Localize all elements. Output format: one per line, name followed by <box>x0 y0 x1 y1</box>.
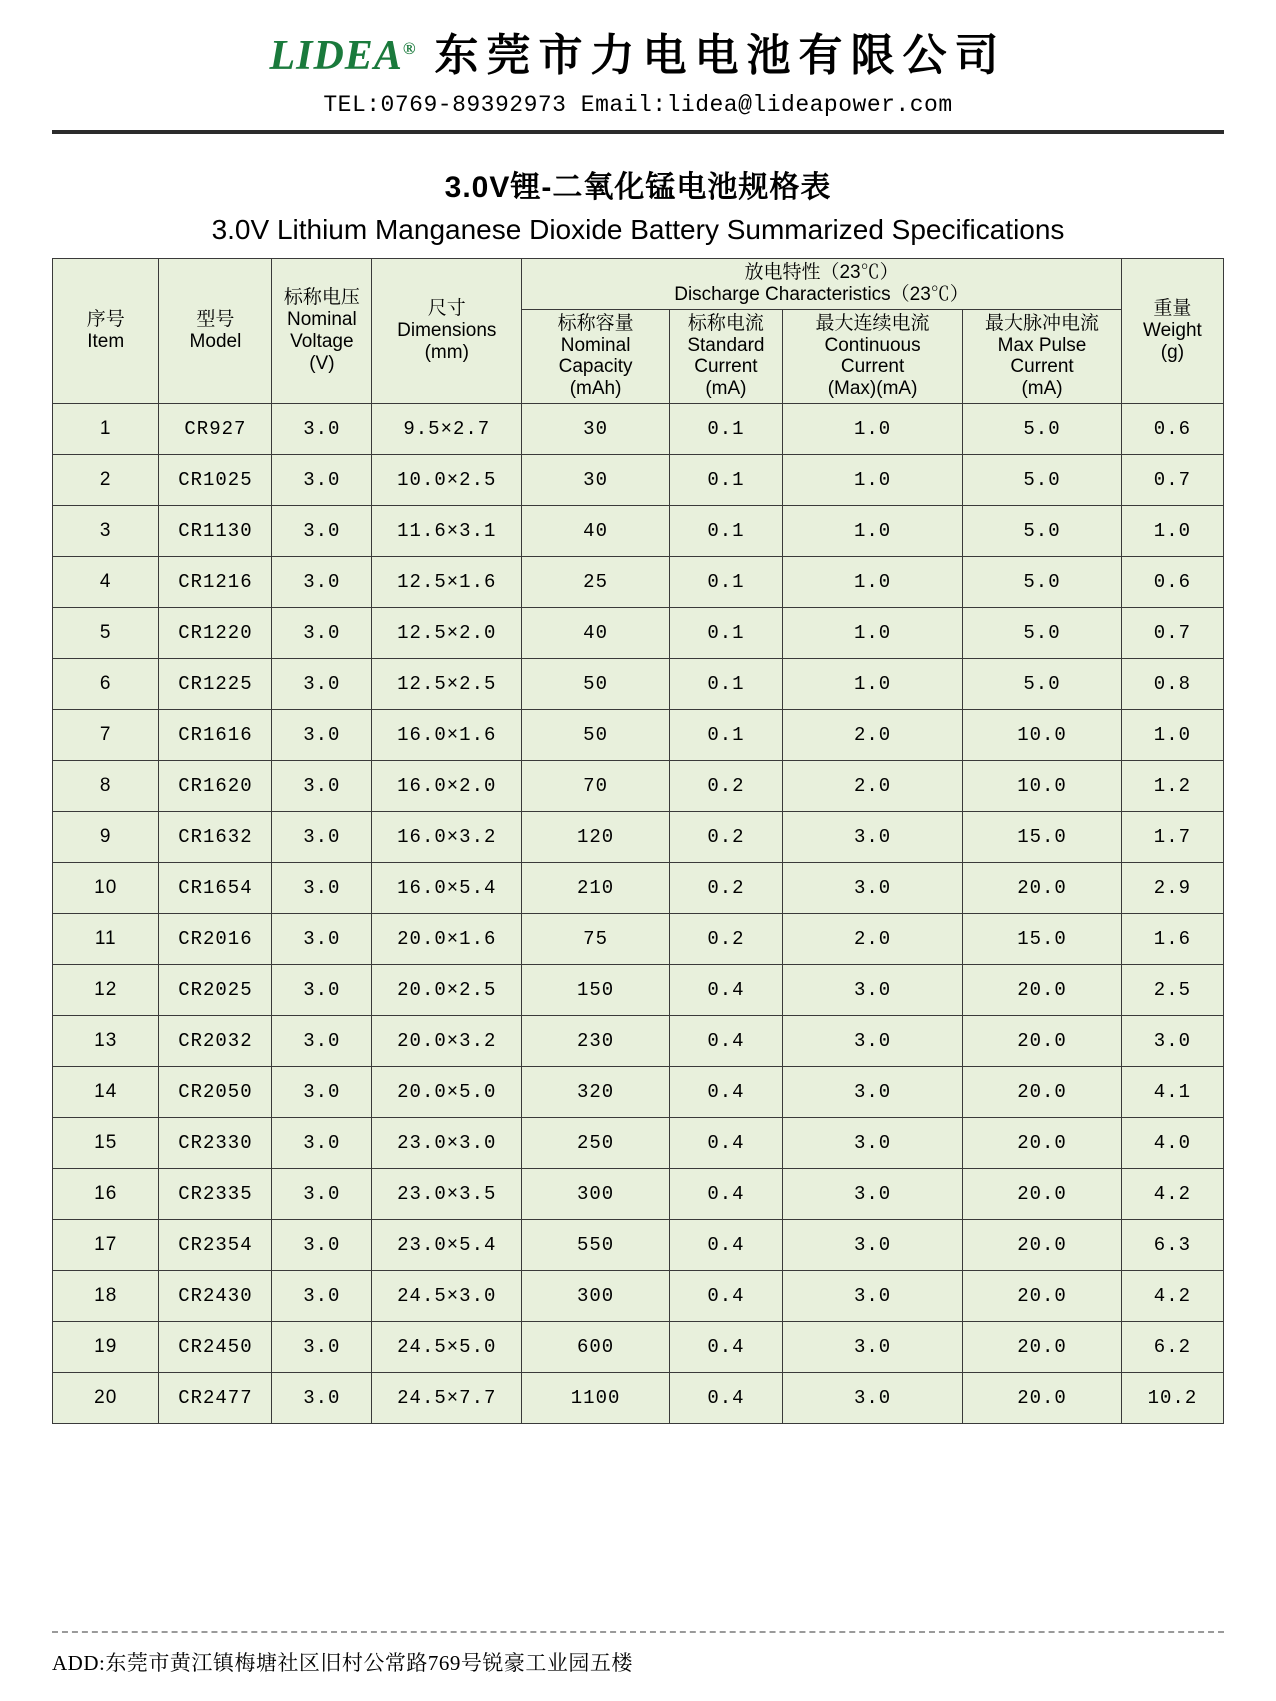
header-continuous-en1: Continuous <box>824 334 921 356</box>
cell-item: 9 <box>53 812 159 863</box>
cell-dimensions: 23.0×5.4 <box>372 1220 522 1271</box>
table-row <box>53 608 1224 659</box>
cell-nominal-capacity: 600 <box>522 1322 670 1373</box>
cell-continuous-current: 1.0 <box>782 659 962 710</box>
header-discharge-cn: 放电特性（23℃） <box>744 262 899 283</box>
cell-nominal-voltage: 3.0 <box>272 863 372 914</box>
table-row <box>53 914 1224 965</box>
header-voltage-unit: (V) <box>309 352 335 374</box>
cell-nominal-voltage: 3.0 <box>272 1016 372 1067</box>
cell-item: 10 <box>53 863 159 914</box>
header-pulse-en1: Max Pulse <box>997 334 1087 356</box>
cell-nominal-voltage: 3.0 <box>272 404 372 455</box>
cell-dimensions: 12.5×1.6 <box>372 557 522 608</box>
cell-item: 18 <box>53 1271 159 1322</box>
table-row <box>53 1373 1224 1424</box>
registered-trademark-icon: ® <box>402 39 417 58</box>
cell-nominal-capacity: 1100 <box>522 1373 670 1424</box>
cell-nominal-capacity: 30 <box>522 455 670 506</box>
document-header <box>52 0 1224 134</box>
cell-model: CR1225 <box>159 659 272 710</box>
cell-dimensions: 24.5×5.0 <box>372 1322 522 1373</box>
cell-model: CR2025 <box>159 965 272 1016</box>
cell-weight: 1.7 <box>1121 812 1223 863</box>
cell-standard-current: 0.2 <box>669 914 782 965</box>
cell-continuous-current: 2.0 <box>782 710 962 761</box>
table-row <box>53 557 1224 608</box>
cell-nominal-capacity: 300 <box>522 1271 670 1322</box>
header-continuous-current <box>782 309 962 403</box>
cell-model: CR2354 <box>159 1220 272 1271</box>
cell-continuous-current: 3.0 <box>782 1067 962 1118</box>
cell-item: 14 <box>53 1067 159 1118</box>
cell-nominal-capacity: 300 <box>522 1169 670 1220</box>
cell-weight: 2.5 <box>1121 965 1223 1016</box>
cell-standard-current: 0.4 <box>669 1016 782 1067</box>
cell-dimensions: 20.0×2.5 <box>372 965 522 1016</box>
cell-standard-current: 0.1 <box>669 506 782 557</box>
cell-max-pulse-current: 10.0 <box>963 761 1122 812</box>
cell-standard-current: 0.1 <box>669 659 782 710</box>
footer-divider <box>52 1631 1224 1633</box>
cell-nominal-capacity: 40 <box>522 506 670 557</box>
cell-nominal-voltage: 3.0 <box>272 1169 372 1220</box>
header-item-cn: 序号 <box>86 309 125 331</box>
cell-item: 11 <box>53 914 159 965</box>
cell-item: 20 <box>53 1373 159 1424</box>
cell-nominal-capacity: 550 <box>522 1220 670 1271</box>
cell-nominal-capacity: 40 <box>522 608 670 659</box>
cell-max-pulse-current: 5.0 <box>963 506 1122 557</box>
cell-standard-current: 0.4 <box>669 965 782 1016</box>
cell-weight: 0.7 <box>1121 608 1223 659</box>
header-item <box>53 259 159 404</box>
cell-dimensions: 24.5×7.7 <box>372 1373 522 1424</box>
cell-model: CR1654 <box>159 863 272 914</box>
page-title-en: 3.0V Lithium Manganese Dioxide Battery Summarized Specifications <box>211 214 1065 245</box>
document-footer <box>52 1631 1224 1677</box>
cell-continuous-current: 3.0 <box>782 1220 962 1271</box>
cell-weight: 10.2 <box>1121 1373 1223 1424</box>
cell-max-pulse-current: 15.0 <box>963 914 1122 965</box>
footer-address: ADD:东莞市黄江镇梅塘社区旧村公常路769号锐豪工业园五楼 <box>52 1651 633 1675</box>
cell-nominal-capacity: 75 <box>522 914 670 965</box>
cell-continuous-current: 3.0 <box>782 1373 962 1424</box>
cell-continuous-current: 3.0 <box>782 1271 962 1322</box>
header-standard-cn: 标称电流 <box>687 312 764 334</box>
header-weight <box>1121 259 1223 404</box>
cell-max-pulse-current: 20.0 <box>963 863 1122 914</box>
cell-dimensions: 16.0×5.4 <box>372 863 522 914</box>
cell-nominal-capacity: 150 <box>522 965 670 1016</box>
cell-dimensions: 20.0×3.2 <box>372 1016 522 1067</box>
header-model <box>159 259 272 404</box>
cell-model: CR1632 <box>159 812 272 863</box>
cell-continuous-current: 1.0 <box>782 404 962 455</box>
header-dimensions <box>372 259 522 404</box>
cell-weight: 2.9 <box>1121 863 1223 914</box>
cell-standard-current: 0.4 <box>669 1169 782 1220</box>
table-row <box>53 761 1224 812</box>
cell-nominal-voltage: 3.0 <box>272 506 372 557</box>
header-standard-en1: Standard <box>687 334 765 356</box>
specifications-table <box>52 258 1224 1424</box>
cell-weight: 0.7 <box>1121 455 1223 506</box>
cell-continuous-current: 2.0 <box>782 761 962 812</box>
table-row <box>53 506 1224 557</box>
table-row <box>53 863 1224 914</box>
header-voltage-en2: Voltage <box>290 331 354 353</box>
cell-nominal-capacity: 210 <box>522 863 670 914</box>
header-discharge-group <box>522 259 1122 310</box>
cell-model: CR927 <box>159 404 272 455</box>
cell-continuous-current: 3.0 <box>782 812 962 863</box>
cell-max-pulse-current: 10.0 <box>963 710 1122 761</box>
cell-standard-current: 0.1 <box>669 710 782 761</box>
cell-standard-current: 0.1 <box>669 557 782 608</box>
cell-dimensions: 12.5×2.0 <box>372 608 522 659</box>
cell-continuous-current: 3.0 <box>782 1169 962 1220</box>
company-name: 东莞市力电电池有限公司 <box>434 31 1007 80</box>
header-pulse-en2: Current <box>1010 356 1074 378</box>
table-row <box>53 1118 1224 1169</box>
cell-model: CR2032 <box>159 1016 272 1067</box>
header-voltage-en1: Nominal <box>287 309 357 331</box>
header-capacity-cn: 标称容量 <box>557 312 634 334</box>
table-row <box>53 659 1224 710</box>
table-row <box>53 455 1224 506</box>
cell-item: 12 <box>53 965 159 1016</box>
header-dimensions-unit: (mm) <box>424 341 469 363</box>
cell-continuous-current: 3.0 <box>782 965 962 1016</box>
cell-max-pulse-current: 20.0 <box>963 1118 1122 1169</box>
cell-max-pulse-current: 5.0 <box>963 608 1122 659</box>
cell-max-pulse-current: 20.0 <box>963 965 1122 1016</box>
cell-standard-current: 0.1 <box>669 455 782 506</box>
cell-dimensions: 11.6×3.1 <box>372 506 522 557</box>
cell-nominal-voltage: 3.0 <box>272 1118 372 1169</box>
cell-dimensions: 20.0×1.6 <box>372 914 522 965</box>
cell-nominal-voltage: 3.0 <box>272 1067 372 1118</box>
header-weight-en: Weight <box>1143 320 1202 342</box>
cell-continuous-current: 1.0 <box>782 608 962 659</box>
cell-model: CR2430 <box>159 1271 272 1322</box>
cell-item: 19 <box>53 1322 159 1373</box>
cell-item: 15 <box>53 1118 159 1169</box>
header-standard-unit: (mA) <box>705 378 747 400</box>
cell-standard-current: 0.1 <box>669 608 782 659</box>
cell-nominal-voltage: 3.0 <box>272 1322 372 1373</box>
cell-nominal-capacity: 320 <box>522 1067 670 1118</box>
header-discharge-en: Discharge Characteristics（23℃） <box>674 283 969 305</box>
cell-weight: 1.0 <box>1121 710 1223 761</box>
cell-continuous-current: 3.0 <box>782 1118 962 1169</box>
table-body <box>53 404 1224 1424</box>
header-continuous-unit: (Max)(mA) <box>827 378 918 400</box>
cell-weight: 4.0 <box>1121 1118 1223 1169</box>
cell-max-pulse-current: 20.0 <box>963 1169 1122 1220</box>
table-row <box>53 1322 1224 1373</box>
table-row <box>53 1016 1224 1067</box>
cell-dimensions: 16.0×3.2 <box>372 812 522 863</box>
cell-weight: 6.2 <box>1121 1322 1223 1373</box>
cell-nominal-voltage: 3.0 <box>272 1271 372 1322</box>
cell-dimensions: 10.0×2.5 <box>372 455 522 506</box>
cell-model: CR2016 <box>159 914 272 965</box>
cell-nominal-voltage: 3.0 <box>272 557 372 608</box>
cell-standard-current: 0.4 <box>669 1373 782 1424</box>
table-row <box>53 1220 1224 1271</box>
cell-model: CR1216 <box>159 557 272 608</box>
header-divider <box>52 130 1224 134</box>
cell-nominal-voltage: 3.0 <box>272 965 372 1016</box>
table-row <box>53 1271 1224 1322</box>
table-row <box>53 710 1224 761</box>
cell-item: 4 <box>53 557 159 608</box>
cell-dimensions: 9.5×2.7 <box>372 404 522 455</box>
header-weight-unit: (g) <box>1160 341 1185 363</box>
cell-max-pulse-current: 5.0 <box>963 557 1122 608</box>
table-row <box>53 1169 1224 1220</box>
cell-nominal-capacity: 50 <box>522 659 670 710</box>
cell-continuous-current: 2.0 <box>782 914 962 965</box>
cell-weight: 1.0 <box>1121 506 1223 557</box>
cell-nominal-voltage: 3.0 <box>272 761 372 812</box>
cell-nominal-voltage: 3.0 <box>272 1220 372 1271</box>
contact-line: TEL:0769-89392973 Email:lidea@lideapower.com <box>323 92 953 118</box>
table-row <box>53 812 1224 863</box>
header-capacity-unit: (mAh) <box>569 378 622 400</box>
cell-weight: 6.3 <box>1121 1220 1223 1271</box>
header-nominal-voltage <box>272 259 372 404</box>
cell-standard-current: 0.4 <box>669 1067 782 1118</box>
cell-nominal-capacity: 120 <box>522 812 670 863</box>
cell-weight: 0.8 <box>1121 659 1223 710</box>
cell-model: CR2050 <box>159 1067 272 1118</box>
cell-model: CR2335 <box>159 1169 272 1220</box>
cell-dimensions: 23.0×3.5 <box>372 1169 522 1220</box>
header-brand-row <box>52 31 1224 80</box>
cell-continuous-current: 3.0 <box>782 1016 962 1067</box>
cell-nominal-capacity: 30 <box>522 404 670 455</box>
header-standard-en2: Current <box>694 356 758 378</box>
cell-max-pulse-current: 20.0 <box>963 1373 1122 1424</box>
cell-standard-current: 0.4 <box>669 1322 782 1373</box>
cell-dimensions: 24.5×3.0 <box>372 1271 522 1322</box>
cell-nominal-voltage: 3.0 <box>272 914 372 965</box>
cell-max-pulse-current: 20.0 <box>963 1220 1122 1271</box>
cell-nominal-voltage: 3.0 <box>272 659 372 710</box>
cell-model: CR1220 <box>159 608 272 659</box>
cell-nominal-capacity: 70 <box>522 761 670 812</box>
cell-weight: 0.6 <box>1121 404 1223 455</box>
cell-item: 1 <box>53 404 159 455</box>
header-capacity-en2: Capacity <box>558 356 633 378</box>
header-dimensions-en: Dimensions <box>397 320 497 342</box>
cell-nominal-voltage: 3.0 <box>272 455 372 506</box>
cell-nominal-voltage: 3.0 <box>272 1373 372 1424</box>
cell-standard-current: 0.2 <box>669 761 782 812</box>
cell-nominal-capacity: 25 <box>522 557 670 608</box>
cell-model: CR1620 <box>159 761 272 812</box>
company-logo <box>269 35 416 77</box>
table-row <box>53 965 1224 1016</box>
cell-item: 13 <box>53 1016 159 1067</box>
cell-nominal-capacity: 50 <box>522 710 670 761</box>
cell-standard-current: 0.1 <box>669 404 782 455</box>
header-standard-current <box>669 309 782 403</box>
header-dimensions-cn: 尺寸 <box>427 298 466 320</box>
cell-nominal-voltage: 3.0 <box>272 812 372 863</box>
cell-weight: 3.0 <box>1121 1016 1223 1067</box>
cell-model: CR1616 <box>159 710 272 761</box>
cell-max-pulse-current: 20.0 <box>963 1271 1122 1322</box>
cell-weight: 4.2 <box>1121 1271 1223 1322</box>
cell-item: 3 <box>53 506 159 557</box>
cell-continuous-current: 3.0 <box>782 1322 962 1373</box>
header-model-en: Model <box>189 331 242 353</box>
table-row <box>53 404 1224 455</box>
cell-continuous-current: 3.0 <box>782 863 962 914</box>
cell-model: CR1130 <box>159 506 272 557</box>
cell-nominal-capacity: 230 <box>522 1016 670 1067</box>
cell-model: CR2450 <box>159 1322 272 1373</box>
cell-dimensions: 12.5×2.5 <box>372 659 522 710</box>
header-item-en: Item <box>87 331 125 353</box>
header-max-pulse-current <box>963 309 1122 403</box>
cell-item: 16 <box>53 1169 159 1220</box>
cell-item: 7 <box>53 710 159 761</box>
header-pulse-unit: (mA) <box>1021 378 1063 400</box>
cell-standard-current: 0.4 <box>669 1118 782 1169</box>
cell-standard-current: 0.4 <box>669 1271 782 1322</box>
logo-text: LIDEA <box>269 33 403 79</box>
cell-standard-current: 0.4 <box>669 1220 782 1271</box>
cell-dimensions: 20.0×5.0 <box>372 1067 522 1118</box>
table-row <box>53 1067 1224 1118</box>
header-continuous-cn: 最大连续电流 <box>815 312 930 334</box>
cell-standard-current: 0.2 <box>669 812 782 863</box>
cell-max-pulse-current: 20.0 <box>963 1322 1122 1373</box>
cell-weight: 0.6 <box>1121 557 1223 608</box>
cell-dimensions: 16.0×1.6 <box>372 710 522 761</box>
cell-item: 17 <box>53 1220 159 1271</box>
header-continuous-en2: Current <box>840 356 905 378</box>
cell-max-pulse-current: 5.0 <box>963 404 1122 455</box>
header-nominal-capacity <box>522 309 670 403</box>
cell-item: 6 <box>53 659 159 710</box>
cell-dimensions: 23.0×3.0 <box>372 1118 522 1169</box>
cell-standard-current: 0.2 <box>669 863 782 914</box>
header-weight-cn: 重量 <box>1153 298 1192 320</box>
cell-max-pulse-current: 20.0 <box>963 1067 1122 1118</box>
table-header-row-1 <box>53 259 1224 310</box>
header-pulse-cn: 最大脉冲电流 <box>985 312 1100 334</box>
cell-weight: 4.1 <box>1121 1067 1223 1118</box>
page-title-cn: 3.0V锂-二氧化锰电池规格表 <box>444 171 832 204</box>
cell-model: CR2330 <box>159 1118 272 1169</box>
cell-nominal-voltage: 3.0 <box>272 608 372 659</box>
cell-item: 8 <box>53 761 159 812</box>
cell-weight: 1.6 <box>1121 914 1223 965</box>
cell-max-pulse-current: 5.0 <box>963 659 1122 710</box>
cell-continuous-current: 1.0 <box>782 455 962 506</box>
cell-item: 5 <box>53 608 159 659</box>
cell-dimensions: 16.0×2.0 <box>372 761 522 812</box>
cell-model: CR1025 <box>159 455 272 506</box>
cell-nominal-voltage: 3.0 <box>272 710 372 761</box>
cell-max-pulse-current: 15.0 <box>963 812 1122 863</box>
cell-model: CR2477 <box>159 1373 272 1424</box>
cell-max-pulse-current: 5.0 <box>963 455 1122 506</box>
header-voltage-cn: 标称电压 <box>283 287 360 309</box>
cell-continuous-current: 1.0 <box>782 557 962 608</box>
cell-continuous-current: 1.0 <box>782 506 962 557</box>
cell-weight: 4.2 <box>1121 1169 1223 1220</box>
header-capacity-en1: Nominal <box>560 334 631 356</box>
cell-weight: 1.2 <box>1121 761 1223 812</box>
cell-max-pulse-current: 20.0 <box>963 1016 1122 1067</box>
header-model-cn: 型号 <box>196 309 235 331</box>
cell-nominal-capacity: 250 <box>522 1118 670 1169</box>
cell-item: 2 <box>53 455 159 506</box>
